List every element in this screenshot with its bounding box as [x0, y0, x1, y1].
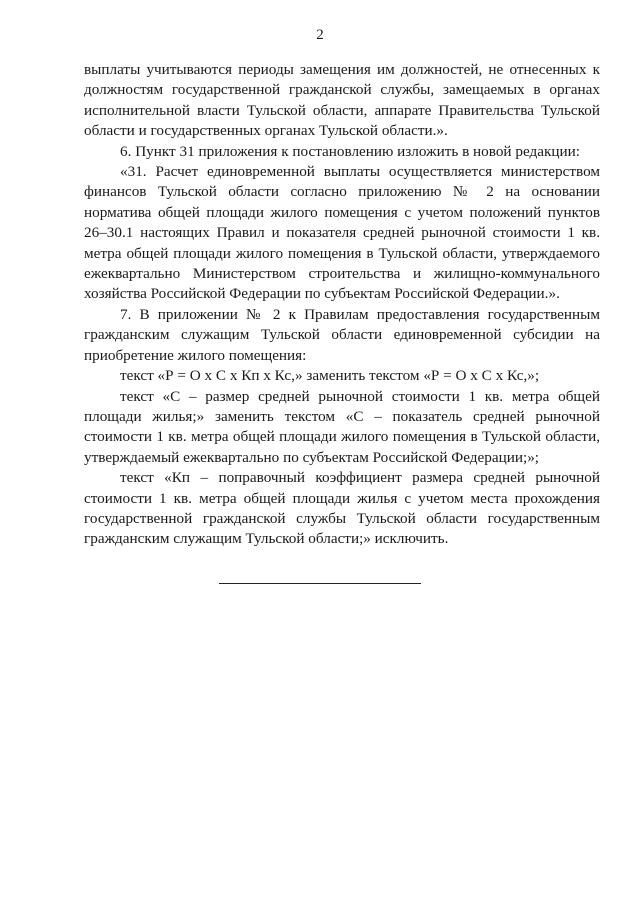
paragraph-formula-replacement: текст «Р = О x С x Кп x Кс,» заменить текстом «Р = О x С x Кс,»; [120, 367, 540, 385]
end-divider-line [219, 583, 421, 584]
paragraph-continuation: выплаты учитываются периоды замещения им должностей, не отнесенных к должностям государственной гражданской службы, замещаемых в органах исполнительной власти Тульской области, аппарате Правительства Тульской области и государственных органах Тульской области.». [84, 61, 600, 140]
paragraph-item-6: 6. Пункт 31 приложения к постановлению изложить в новой редакции: [120, 142, 580, 160]
document-body [84, 60, 600, 550]
page-number: 2 [316, 27, 324, 43]
paragraph-kp-removal: текст «Кп – поправочный коэффициент размера средней рыночной стоимости 1 кв. метра общей площади жилья с учетом места прохождения государственной гражданской службы Тульской области государственным гражданским служащим Тульской области;» исключить. [84, 469, 600, 548]
paragraph-c-replacement: текст «С – размер средней рыночной стоимости 1 кв. метра общей площади жилья;» заменить текстом «С – показатель средней рыночной стоимости 1 кв. метра общей площади жилого помещения в Тульской области, утверждаемый ежеквартально по субъектам Российской Федерации;»; [84, 387, 600, 466]
paragraph-clause-31: «31. Расчет единовременной выплаты осуществляется министерством финансов Тульской области согласно приложению № 2 на основании норматива общей площади жилого помещения с учетом положений пунктов 26–30.1 настоящих Правил и показателя средней рыночной стоимости 1 кв. метра общей площади жилого помещения в Тульской области, утверждаемого ежеквартально Министерством строительства и жилищно-коммунального хозяйства Российской Федерации по субъектам Российской Федерации.». [84, 163, 600, 303]
paragraph-item-7: 7. В приложении № 2 к Правилам предоставления государственным гражданским служащим Тульской области единовременной субсидии на приобретение жилого помещения: [84, 305, 600, 364]
